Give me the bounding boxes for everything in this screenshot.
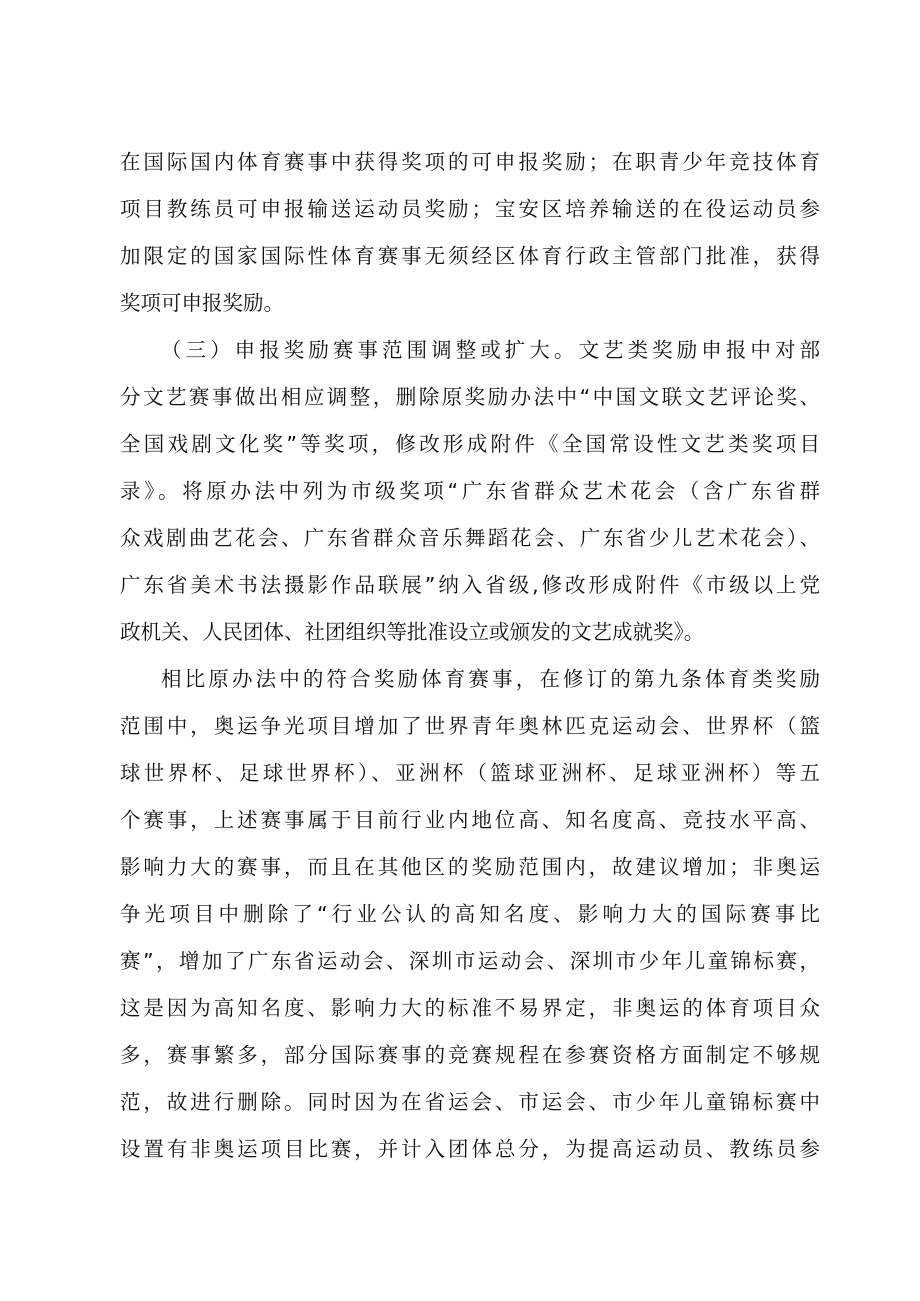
text-line: 这是因为高知名度、影响力大的标准不易界定，非奥运的体育项目众: [120, 996, 820, 1020]
text-line: 在国际国内体育赛事中获得奖项的可申报奖励；在职青少年竞技体育: [120, 150, 820, 174]
text-line: 政机关、人民团体、社团组织等批准设立或颁发的文艺成就奖》。: [120, 620, 705, 644]
text-line: 赛”，增加了广东省运动会、深圳市运动会、深圳市少年儿童锦标赛，: [120, 949, 820, 973]
text-line: 多，赛事繁多，部分国际赛事的竞赛规程在参赛资格方面制定不够规: [120, 1043, 820, 1067]
text-line: 范，故进行删除。同时因为在省运会、市运会、市少年儿童锦标赛中: [120, 1090, 820, 1114]
text-line: 影响力大的赛事，而且在其他区的奖励范围内，故建议增加；非奥运: [120, 855, 820, 879]
text-line: （三）申报奖励赛事范围调整或扩大。文艺类奖励申报中对部: [161, 338, 820, 362]
text-line: 录》。将原办法中列为市级奖项“广东省群众艺术花会（含广东省群: [120, 479, 820, 503]
text-line: 众戏剧曲艺花会、广东省群众音乐舞蹈花会、广东省少儿艺术花会）、: [120, 526, 820, 550]
text-line: 全国戏剧文化奖”等奖项，修改形成附件《全国常设性文艺类奖项目: [120, 432, 820, 456]
text-line: 奖项可申报奖励。: [120, 291, 284, 315]
text-line: 个赛事，上述赛事属于目前行业内地位高、知名度高、竞技水平高、: [120, 808, 820, 832]
text-line: 设置有非奥运项目比赛，并计入团体总分，为提高运动员、教练员参: [120, 1137, 820, 1161]
text-line: 项目教练员可申报输送运动员奖励；宝安区培养输送的在役运动员参: [120, 197, 820, 221]
text-line: 范围中，奥运争光项目增加了世界青年奥林匹克运动会、世界杯（篮: [120, 714, 820, 738]
text-line: 相比原办法中的符合奖励体育赛事，在修订的第九条体育类奖励: [161, 667, 820, 691]
text-line: 分文艺赛事做出相应调整，删除原奖励办法中“中国文联文艺评论奖、: [120, 385, 820, 409]
text-line: 争光项目中删除了“行业公认的高知名度、影响力大的国际赛事比: [120, 902, 820, 926]
text-line: 加限定的国家国际性体育赛事无须经区体育行政主管部门批准，获得: [120, 244, 820, 268]
text-line: 广东省美术书法摄影作品联展”纳入省级,修改形成附件《市级以上党: [120, 573, 820, 597]
text-line: 球世界杯、足球世界杯）、亚洲杯（篮球亚洲杯、足球亚洲杯）等五: [120, 761, 820, 785]
